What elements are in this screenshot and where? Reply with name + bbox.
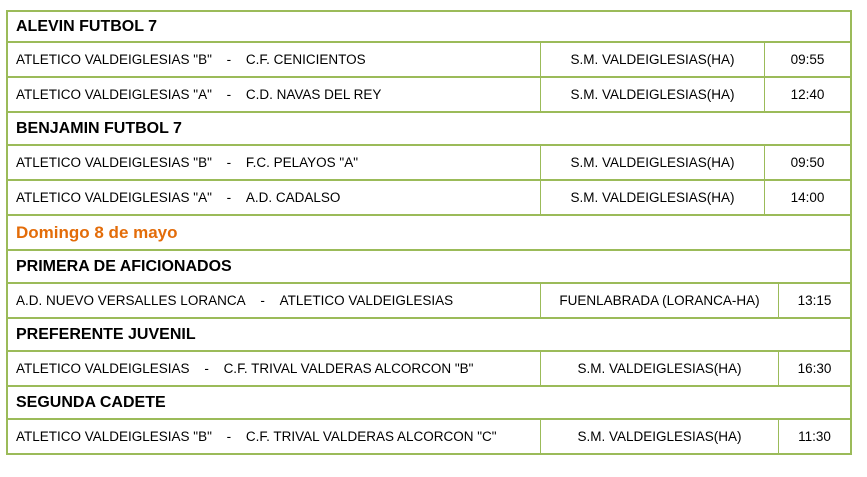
venue-cell: S.M. VALDEIGLESIAS(HA) — [540, 420, 778, 453]
schedule-table — [6, 10, 852, 455]
venue-cell: S.M. VALDEIGLESIAS(HA) — [540, 146, 764, 179]
match-row — [6, 181, 852, 216]
match-row — [6, 284, 852, 319]
section-header — [6, 387, 852, 420]
fixture-cell — [8, 181, 540, 214]
match-row — [6, 420, 852, 455]
time-cell: 09:55 — [764, 43, 850, 76]
venue-cell: S.M. VALDEIGLESIAS(HA) — [540, 352, 778, 385]
home-team: ATLETICO VALDEIGLESIAS "B" — [16, 52, 212, 67]
vs-separator: - — [226, 155, 232, 170]
date-header — [6, 216, 852, 251]
fixture-cell — [8, 352, 540, 385]
section-title: SEGUNDA CADETE — [16, 393, 166, 411]
section-header — [6, 251, 852, 284]
away-team: F.C. PELAYOS "A" — [245, 155, 359, 170]
away-team: ATLETICO VALDEIGLESIAS — [279, 293, 454, 308]
time-cell: 16:30 — [778, 352, 850, 385]
home-team: A.D. NUEVO VERSALLES LORANCA — [16, 293, 246, 308]
vs-separator: - — [226, 52, 232, 67]
section-title: ALEVIN FUTBOL 7 — [16, 17, 158, 35]
home-team: ATLETICO VALDEIGLESIAS "B" — [16, 155, 212, 170]
away-team: C.F. CENICIENTOS — [245, 52, 366, 67]
vs-separator: - — [226, 87, 232, 102]
match-row — [6, 352, 852, 387]
home-team: ATLETICO VALDEIGLESIAS — [16, 361, 190, 376]
away-team: A.D. CADALSO — [245, 190, 341, 205]
fixture-cell — [8, 284, 540, 317]
vs-separator: - — [226, 190, 232, 205]
home-team: ATLETICO VALDEIGLESIAS "A" — [16, 190, 212, 205]
section-title: PRIMERA DE AFICIONADOS — [16, 257, 232, 275]
time-cell: 13:15 — [778, 284, 850, 317]
section-header — [6, 113, 852, 146]
section-title: BENJAMIN FUTBOL 7 — [16, 119, 182, 137]
vs-separator: - — [204, 361, 209, 376]
time-cell: 14:00 — [764, 181, 850, 214]
section-title: PREFERENTE JUVENIL — [16, 325, 196, 343]
fixture-cell — [8, 78, 540, 111]
match-row — [6, 43, 852, 78]
venue-cell: FUENLABRADA (LORANCA-HA) — [540, 284, 778, 317]
home-team: ATLETICO VALDEIGLESIAS "A" — [16, 87, 212, 102]
time-cell: 09:50 — [764, 146, 850, 179]
match-row — [6, 78, 852, 113]
venue-cell: S.M. VALDEIGLESIAS(HA) — [540, 43, 764, 76]
venue-cell: S.M. VALDEIGLESIAS(HA) — [540, 78, 764, 111]
fixture-cell — [8, 43, 540, 76]
fixture-cell — [8, 420, 540, 453]
match-row — [6, 146, 852, 181]
away-team: C.F. TRIVAL VALDERAS ALCORCON "C" — [245, 429, 497, 444]
date-title: Domingo 8 de mayo — [16, 222, 178, 242]
venue-cell: S.M. VALDEIGLESIAS(HA) — [540, 181, 764, 214]
time-cell: 12:40 — [764, 78, 850, 111]
away-team: C.D. NAVAS DEL REY — [245, 87, 382, 102]
fixture-cell — [8, 146, 540, 179]
time-cell: 11:30 — [778, 420, 850, 453]
section-header — [6, 10, 852, 43]
vs-separator: - — [226, 429, 232, 444]
vs-separator: - — [260, 293, 265, 308]
home-team: ATLETICO VALDEIGLESIAS "B" — [16, 429, 212, 444]
section-header — [6, 319, 852, 352]
away-team: C.F. TRIVAL VALDERAS ALCORCON "B" — [223, 361, 474, 376]
